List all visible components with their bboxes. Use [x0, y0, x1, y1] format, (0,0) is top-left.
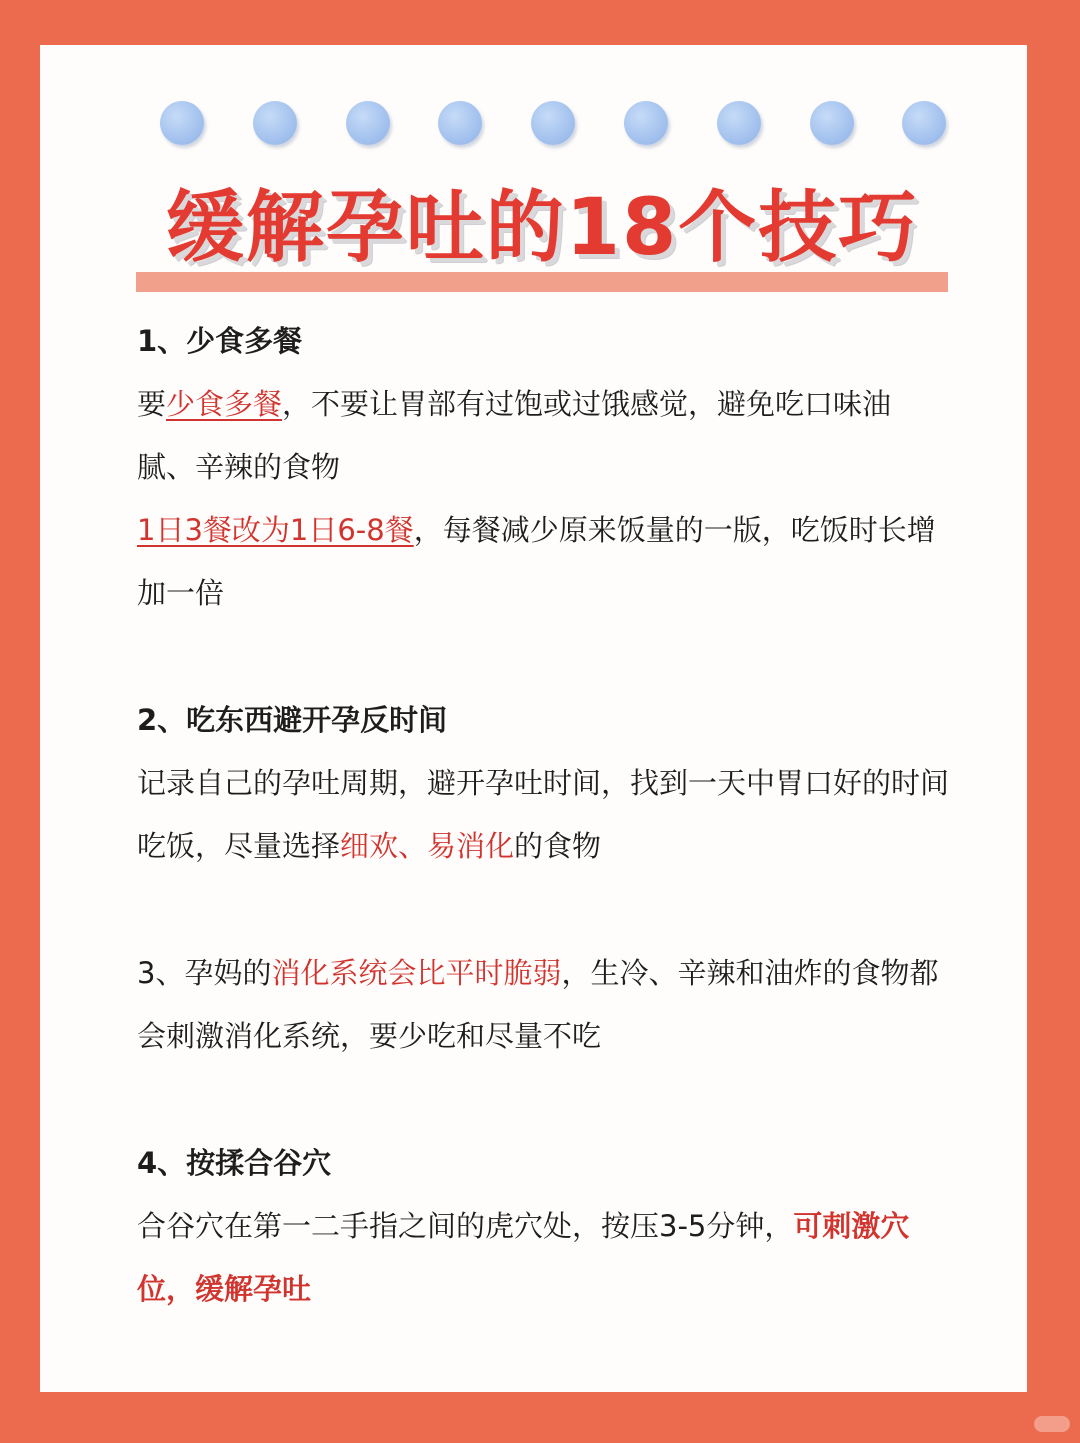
- page-title: 缓解孕吐的18个技巧: [165, 183, 919, 273]
- decorative-dot: [902, 101, 946, 145]
- tip-3-text-rest: ，生冷、辛辣和油炸的食物都会刺激消化系统，要少吃和尽量不吃: [137, 956, 939, 1053]
- tip-1-heading: 1、少食多餐: [137, 324, 303, 358]
- decorative-dot: [717, 101, 761, 145]
- tip-3-lead: 3、孕妈的: [137, 956, 272, 990]
- tip-1-paragraph-1: [137, 373, 949, 499]
- tip-section-4: [137, 1132, 949, 1321]
- tip-1-meal-text: ，每餐减少原来饭量的一版，吃饭时长增加一倍: [137, 513, 936, 610]
- decorative-dot: [346, 101, 390, 145]
- title-block: [136, 176, 948, 294]
- tip-2-text-rest: 的食物: [514, 829, 602, 863]
- decorative-dots: [160, 101, 950, 147]
- tip-2-text: 记录自己的孕吐周期，避开孕吐时间，找到一天中胃口好的时间吃饭，尽量选择: [137, 766, 950, 863]
- tip-1-meal-highlight: 1日3餐改为1日6-8餐: [137, 513, 414, 547]
- decorative-dot: [160, 101, 204, 145]
- decorative-dot: [624, 101, 668, 145]
- decorative-dot: [531, 101, 575, 145]
- tip-4-paragraph: [137, 1195, 949, 1321]
- tip-4-text: 合谷穴在第一二手指之间的虎穴处，按压3-5分钟，: [137, 1209, 794, 1243]
- decorative-dot: [253, 101, 297, 145]
- tip-2-heading: 2、吃东西避开孕反时间: [137, 703, 448, 737]
- tip-1-paragraph-2: [137, 499, 949, 625]
- tip-2-highlight: 细欢、易消化: [340, 829, 515, 863]
- decorative-dot: [810, 101, 854, 145]
- watermark-badge: [1034, 1416, 1070, 1432]
- decorative-dot: [438, 101, 482, 145]
- tip-4-highlight: 可刺激穴位，缓解孕吐: [137, 1209, 910, 1306]
- tip-1-text: 要: [137, 387, 167, 421]
- tip-section-2: [137, 689, 949, 878]
- tip-1-text-rest: ，不要让胃部有过饱或过饿感觉，避免吃口味油腻、辛辣的食物: [137, 387, 892, 484]
- tip-3-paragraph: [137, 942, 949, 1068]
- tips-content: [137, 310, 949, 1321]
- tip-2-paragraph: [137, 752, 949, 878]
- tip-1-highlight: 少食多餐: [166, 387, 283, 421]
- tip-4-heading: 4、按揉合谷穴: [137, 1146, 332, 1180]
- tip-section-1: [137, 310, 949, 625]
- tip-3-highlight: 消化系统会比平时脆弱: [271, 956, 562, 990]
- tip-section-3: [137, 942, 949, 1068]
